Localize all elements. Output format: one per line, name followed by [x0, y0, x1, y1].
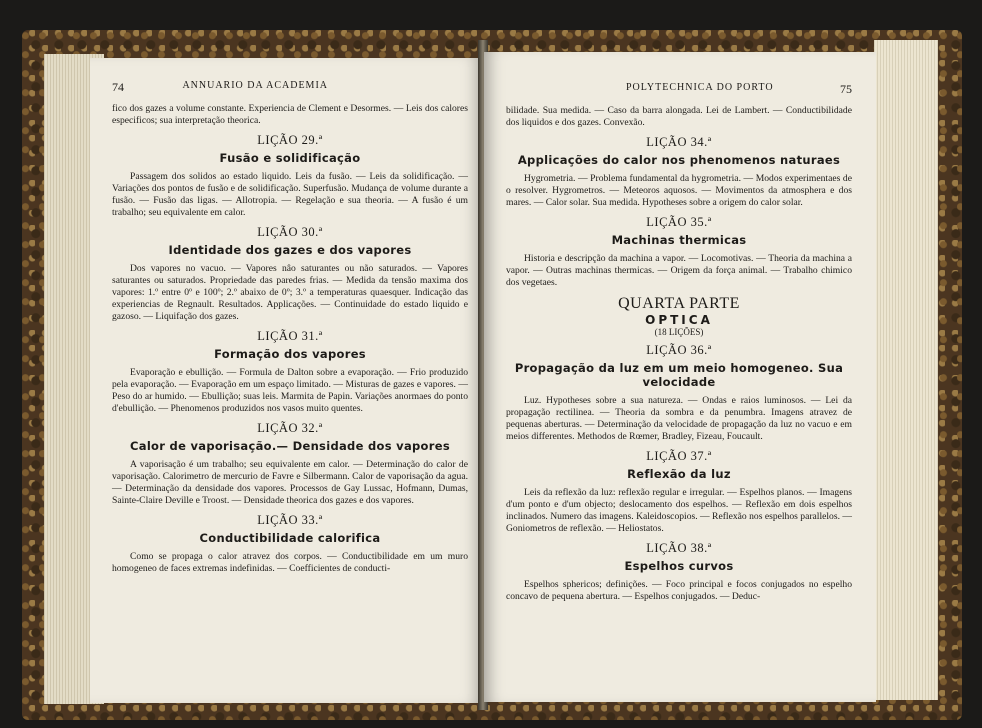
- lesson-number: LIÇÃO 32.ª: [257, 421, 323, 435]
- lesson-title: Machinas thermicas: [611, 233, 747, 247]
- lesson-text: Historia e descripção da machina a vapor. — Locomotivas. — Theoria da machina a vapor. — Outras machinas thermicas. — Origem da força animal. — Trabalho chimico dos vegetaes.: [506, 253, 852, 288]
- lesson-number: LIÇÃO 35.ª: [646, 215, 712, 229]
- lesson-text: Dos vapores no vacuo. — Vapores nâo saturantes ou não saturados. — Vapores saturantes ou saturados. Propriedade das paredes frias. — Medida da tensão maxima dos vapores: 1.º entre 0º e 100º; 2.º abaixo de 0º; 3.º a temperaturas quaesquer. Indicação das experiencias de Regnault. Resultados. Applicações. — Continuidade do estado liquido e gazoso. — Liquifação dos gazes.: [112, 263, 468, 322]
- part-lesson-count: (18 LIÇÕES): [654, 327, 704, 337]
- lesson-text: Espelhos sphericos; definições. — Foco principal e focos conjugados no espelho concavo de pequena abertura. — Espelhos conjugados. — Deduc-: [506, 579, 852, 602]
- right-running-title: POLYTECHNICA DO PORTO: [626, 82, 774, 93]
- lesson-number: LIÇÃO 29.ª: [257, 133, 323, 147]
- lesson-text: Como se propaga o calor atravez dos corpos. — Conductibilidade em um muro homogeneo de faces extremas indefinidas. — Coefficientes de conducti-: [112, 551, 468, 574]
- lesson-text: Luz. Hypotheses sobre a sua natureza. — Ondas e raios luminosos. — Lei da propagação rectilinea. — Theoria da sombra e da penumbra. Imagens atravez de pequenas aberturas. — Determinação da velocidade de propagação da luz no vacuo e em meios differentes. Methodos de Rœmer, Bradley, Fizeau, Foucault.: [506, 395, 852, 442]
- lesson-number: LIÇÃO 38.ª: [646, 541, 712, 555]
- lesson-number: LIÇÃO 37.ª: [646, 449, 712, 463]
- left-running-head: [112, 80, 468, 95]
- lesson-title: Formação dos vapores: [214, 347, 366, 361]
- lesson-number: LIÇÃO 30.ª: [257, 225, 323, 239]
- lesson-text: A vaporisação é um trabalho; seu equivalente em calor. — Determinação do calor de vaporisação. Calorimetro de mercurio de Favre e Silbermann. Calor de vaporisação da agua. — Determinação da densidade dos vapores. Processos de Gay Lussac, Hofmann, Dumas, Sainte-Claire Deville e Troost. — Densidade theorica dos gazes e dos vapores.: [112, 459, 468, 506]
- left-page-number: 74: [112, 80, 124, 94]
- lesson-text: Leis da reflexão da luz: reflexão regular e irregular. — Espelhos planos. — Imagens d'um ponto e d'um objecto; deslocamento dos espelhos. — Reflexão em dois espelhos inclinados. Numero das imagens. Kaleidoscopios. — Reflexão nos espelhos parallelos. — Goniometros de reflexão. — Heliostatos.: [506, 487, 852, 534]
- lesson-title: Conductibilidade calorifica: [199, 531, 381, 545]
- lesson-title: Propagação da luz em um meio homogeneo. Sua velocidade: [514, 361, 844, 389]
- right-page-number: 75: [840, 82, 852, 96]
- lesson-title: Espelhos curvos: [624, 559, 734, 573]
- right-page: [484, 52, 876, 702]
- left-page: [90, 58, 482, 703]
- lesson-title: Fusão e solidificação: [219, 151, 361, 165]
- lesson-number: LIÇÃO 36.ª: [646, 343, 712, 357]
- lesson-number: LIÇÃO 33.ª: [257, 513, 323, 527]
- lesson-title: Identidade dos gazes e dos vapores: [168, 243, 412, 257]
- part-title: QUARTA PARTE: [618, 295, 740, 312]
- lesson-text: Evaporação e ebullição. — Formula de Dalton sobre a evaporação. — Frio produzido pela evaporação. — Evaporação em um espaço limitado. — Misturas de gazes e vapores. — Peso do ar humido. — Ebullição; suas leis. Marmita de Papin. Variações anormaes do ponto d'ebullição. — Phenomenos produzidos nos vasos muito quentes.: [112, 367, 468, 414]
- left-running-title: ANNUARIO DA ACADEMIA: [182, 80, 328, 91]
- part-subtitle: OPTICA: [645, 313, 713, 327]
- lesson-number: LIÇÃO 34.ª: [646, 135, 712, 149]
- right-running-head: [506, 82, 852, 97]
- lesson-text: Hygrometria. — Problema fundamental da hygrometria. — Modos experimentaes de o resolver. Hygrometros. — Meteoros aquosos. — Movimentos da atmosphera e dos mares. — Calor solar. Sua medida. Hypotheses sobre a origem do calor solar.: [506, 173, 852, 208]
- right-intro-paragraph: bilidade. Sua medida. — Caso da barra alongada. Lei de Lambert. — Conductibilidade dos liquidos e dos gazes. Convexão.: [506, 105, 852, 128]
- left-intro-paragraph: fico dos gazes a volume constante. Experiencia de Clement e Desormes. — Leis dos calores especificos; sua interpretação theorica.: [112, 103, 468, 126]
- right-page-edges: [874, 40, 938, 700]
- lesson-title: Applicações do calor nos phenomenos naturaes: [517, 153, 841, 167]
- lesson-number: LIÇÃO 31.ª: [257, 329, 323, 343]
- lesson-title: Calor de vaporisação.— Densidade dos vapores: [130, 439, 450, 453]
- lesson-text: Passagem dos solidos ao estado liquido. Leis da fusão. — Leis da solidificação. — Variações dos pontos de fusão e de solidificação. Superfusão. Mudança de volume durante a fusão. — Fusão das ligas. — Allotropia. — Regelação e sua theoria. — A fusão é um trabalho; seu equivalente em calor.: [112, 171, 468, 218]
- lesson-title: Reflexão da luz: [627, 467, 731, 481]
